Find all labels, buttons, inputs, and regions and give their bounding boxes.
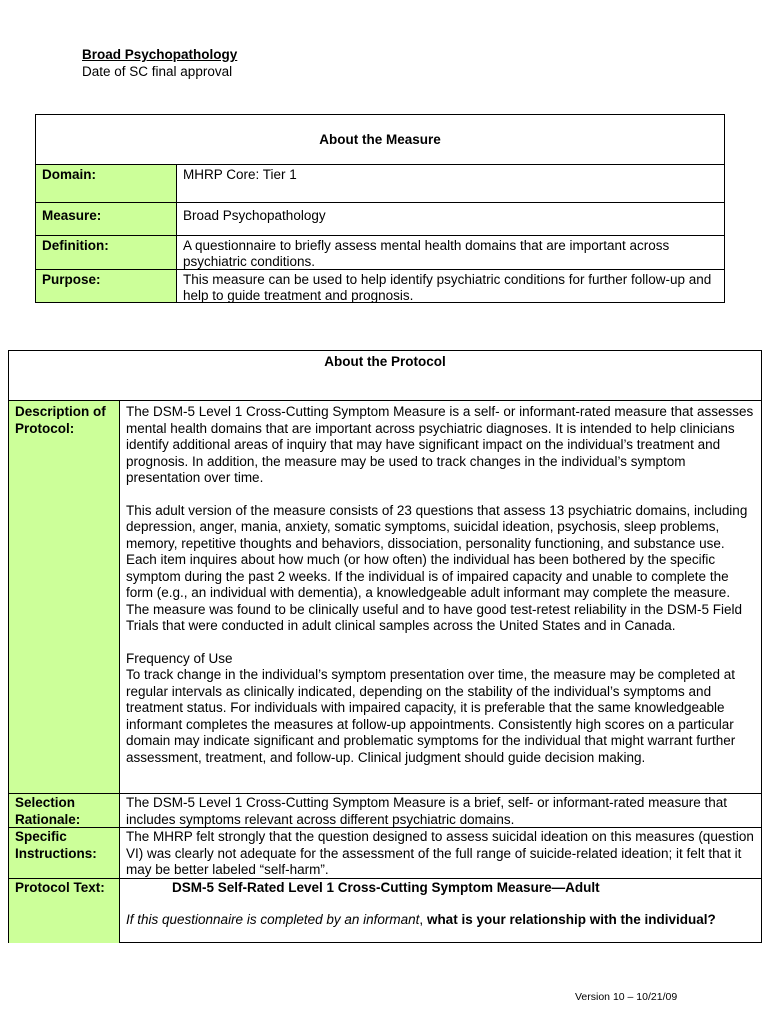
description-paragraph: This adult version of the measure consists of 23 questions that assess 13 psychiatric domains, including depression, anger, mania, anxiety, somatic symptoms, suicidal ideation, psychosis, sleep problems, memory, repetitive thoughts and behaviors, dissociation, personality functioning, and substance use. Each item inquires about how much (or how often) the individual has been bothered by the specific symptom during the past 2 weeks. If the individual is of impaired capacity and unable to complete the form (e.g., an individual with dementia), a knowledgeable adult informant may complete the measure. The measure was found to be clinically useful and to have good test-retest reliability in the DSM-5 Field Trials that were conducted in adult clinical samples across the United States and in Canada. <box>126 502 748 633</box>
row-label: Measure: <box>36 203 177 235</box>
row-label: Definition: <box>36 236 177 269</box>
row-value <box>120 401 761 793</box>
row-value: The MHRP felt strongly that the question designed to assess suicidal ideation on this measures (question VI) was clearly not adequate for the assessment of the full range of suicide-related ideation; it felt that it may be better labeled “self-harm”. <box>126 829 754 877</box>
protocol-table-title: About the Protocol <box>9 351 761 401</box>
document-title: Broad Psychopathology <box>82 47 238 62</box>
row-value: MHRP Core: Tier 1 <box>183 167 297 182</box>
measure-row-domain <box>36 165 724 203</box>
informant-question-italic: If this questionnaire is completed by an informant <box>126 911 420 927</box>
protocol-text-heading: DSM-5 Self-Rated Level 1 Cross-Cutting Symptom Measure—Adult <box>172 880 600 895</box>
protocol-row-text <box>9 879 761 943</box>
row-label: Specific Instructions: <box>9 828 120 878</box>
measure-row-definition <box>36 236 724 270</box>
protocol-row-description <box>9 401 761 794</box>
measure-table <box>35 114 725 303</box>
row-value <box>120 879 761 943</box>
informant-question <box>126 912 756 929</box>
row-label: Domain: <box>36 165 177 202</box>
row-value: A questionnaire to briefly assess mental health domains that are important across psychiatric conditions. <box>183 238 670 269</box>
informant-question-bold: what is your relationship with the individual? <box>426 911 716 927</box>
row-value: Broad Psychopathology <box>183 208 326 223</box>
frequency-paragraph: To track change in the individual’s symptom presentation over time, the measure may be completed at regular intervals as clinically indicated, depending on the stability of the individual’s symptoms and treatment status. For individuals with impaired capacity, it is preferable that the same knowledgeable informant completes the measures at follow-up appointments. Consistently high scores on a particular domain may indicate significant and problematic symptoms for the individual that might warrant further assessment, treatment, and follow-up. Clinical judgment should guide decision making. <box>126 667 736 765</box>
document-header <box>82 46 237 80</box>
informant-question-sep: , <box>419 911 427 927</box>
version-footer: Version 10 – 10/21/09 <box>575 991 678 1003</box>
approval-date-label: Date of SC final approval <box>82 64 233 79</box>
protocol-row-specific <box>9 828 761 879</box>
measure-table-title: About the Measure <box>36 115 724 165</box>
row-label: Purpose: <box>36 270 177 302</box>
protocol-table <box>8 350 762 943</box>
frequency-heading: Frequency of Use <box>126 650 233 666</box>
measure-row-purpose <box>36 270 724 302</box>
measure-row-measure <box>36 203 724 236</box>
row-label: Selection Rationale: <box>9 794 120 827</box>
answer-blank-line[interactable] <box>126 942 272 943</box>
protocol-row-selection <box>9 794 761 828</box>
description-paragraph: The DSM-5 Level 1 Cross-Cutting Symptom Measure is a self- or informant-rated measure that assesses mental health domains that are important across psychiatric diagnoses. It is intended to help clinicians identify additional areas of inquiry that may have significant impact on the individual’s treatment and prognosis. In addition, the measure may be used to track changes in the individual’s symptom presentation over time. <box>126 404 754 485</box>
row-value: The DSM-5 Level 1 Cross-Cutting Symptom Measure is a brief, self- or informant-rated measure that includes symptoms relevant across different psychiatric domains. <box>126 795 727 827</box>
row-label: Protocol Text: <box>9 879 120 943</box>
row-value: This measure can be used to help identify psychiatric conditions for further follow-up and help to guide treatment and prognosis. <box>183 272 712 303</box>
row-label: Description of Protocol: <box>9 401 120 793</box>
